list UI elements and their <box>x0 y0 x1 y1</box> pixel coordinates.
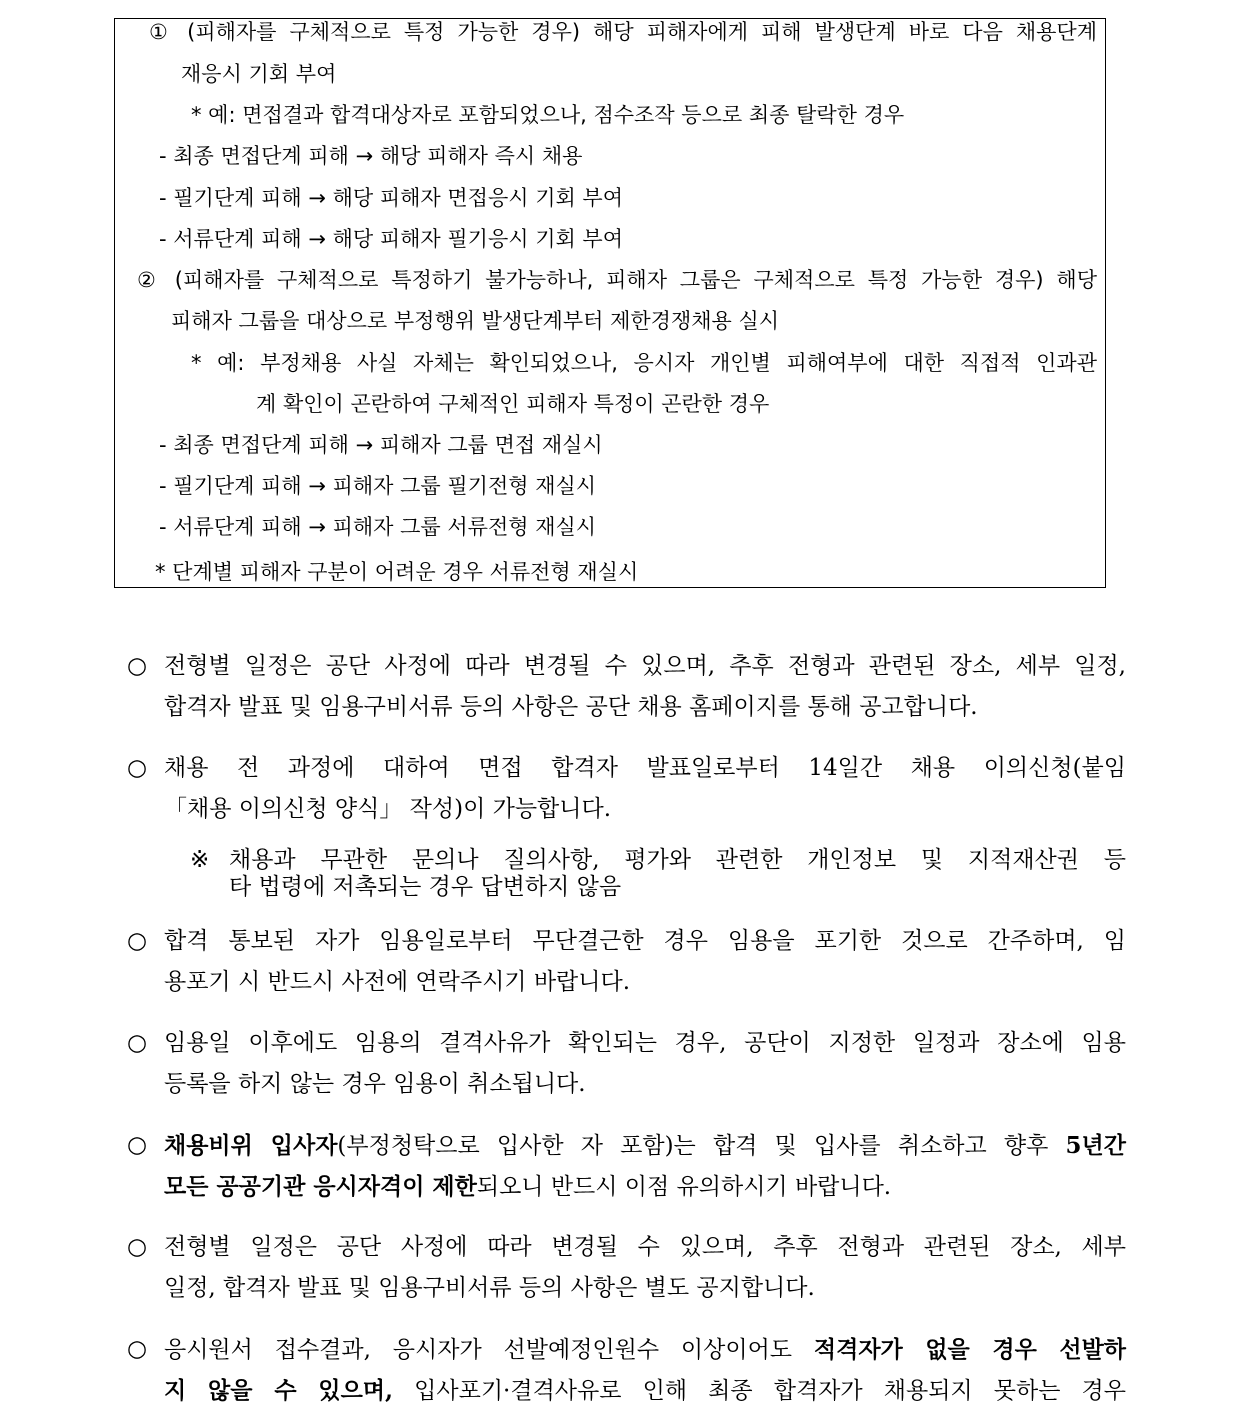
box-line-12: - 필기단계 피해 → 피해자 그룹 필기전형 재실시 <box>159 474 597 498</box>
bullet-circle-icon: ○ <box>127 653 148 679</box>
notice-1-line-1: 전형별 일정은 공단 사정에 따라 변경될 수 있으며, 추후 전형과 관련된 장소, 세부 일정, <box>164 653 1126 679</box>
notice-2-note-line-2: 타 법령에 저촉되는 경우 답변하지 않음 <box>229 874 622 900</box>
notice-1-line-2: 합격자 발표 및 임용구비서류 등의 사항은 공단 채용 홈페이지를 통해 공고합니다. <box>164 694 978 720</box>
notice-5-emphasis-3: 모든 공공기관 응시자격이 제한 <box>164 1173 477 1200</box>
notice-7-line-1 <box>164 1338 1126 1362</box>
notice-4-line-1: 임용일 이후에도 임용의 결격사유가 확인되는 경우, 공단이 지정한 일정과 장소에 임용 <box>164 1030 1126 1056</box>
box-line-11: - 최종 면접단계 피해 → 피해자 그룹 면접 재실시 <box>159 433 603 457</box>
notice-2-line-2: 「채용 이의신청 양식」 작성)이 가능합니다. <box>164 796 612 822</box>
box-line-2: 재응시 기회 부여 <box>181 62 337 86</box>
bullet-circle-icon: ○ <box>127 1132 148 1158</box>
box-line-5: - 필기단계 피해 → 해당 피해자 면접응시 기회 부여 <box>159 186 624 210</box>
box-line-9: * 예: 부정채용 사실 자체는 확인되었으나, 응시자 개인별 피해여부에 대한 직접적 인과관 <box>191 351 1097 375</box>
notice-5-emphasis-1: 채용비위 입사자 <box>164 1132 338 1159</box>
bullet-circle-icon: ○ <box>127 1336 148 1362</box>
box-line-14: * 단계별 피해자 구분이 어려운 경우 서류전형 재실시 <box>155 560 639 584</box>
reference-mark-icon: ※ <box>190 847 210 873</box>
notice-2-line-1: 채용 전 과정에 대하여 면접 합격자 발표일로부터 14일간 채용 이의신청(붙임 <box>164 755 1126 781</box>
notice-2-note-line-1: 채용과 무관한 문의나 질의사항, 평가와 관련한 개인정보 및 지적재산권 등 <box>229 847 1126 873</box>
box-line-1: ① (피해자를 구체적으로 특정 가능한 경우) 해당 피해자에게 피해 발생단계 바로 다음 채용단계 <box>149 20 1097 44</box>
notice-5-text-1: (부정청탁으로 입사한 자 포함)는 합격 및 입사를 취소하고 향후 <box>337 1133 1066 1159</box>
box-line-3: * 예: 면접결과 합격대상자로 포함되었으나, 점수조작 등으로 최종 탈락한 경우 <box>191 103 905 127</box>
notice-3-line-2: 용포기 시 반드시 사전에 연락주시기 바랍니다. <box>164 969 631 995</box>
notice-3-line-1: 합격 통보된 자가 임용일로부터 무단결근한 경우 임용을 포기한 것으로 간주하며, 임 <box>164 928 1126 954</box>
notice-5-line-2 <box>164 1175 891 1199</box>
notice-4-line-2: 등록을 하지 않는 경우 임용이 취소됩니다. <box>164 1071 586 1097</box>
notice-7-emphasis-1: 적격자가 없을 경우 선발하 <box>813 1336 1127 1363</box>
box-line-8: 피해자 그룹을 대상으로 부정행위 발생단계부터 제한경쟁채용 실시 <box>171 309 780 333</box>
box-line-4: - 최종 면접단계 피해 → 해당 피해자 즉시 채용 <box>159 144 583 168</box>
box-line-10: 계 확인이 곤란하여 구체적인 피해자 특정이 곤란한 경우 <box>256 392 770 416</box>
notice-6-line-1: 전형별 일정은 공단 사정에 따라 변경될 수 있으며, 추후 전형과 관련된 장소, 세부 <box>164 1234 1126 1260</box>
bullet-circle-icon: ○ <box>127 1234 148 1260</box>
notice-7-line-2 <box>164 1379 1126 1403</box>
box-line-6: - 서류단계 피해 → 해당 피해자 필기응시 기회 부여 <box>159 227 624 251</box>
notice-7-text-2: 입사포기·결격사유로 인해 최종 합격자가 채용되지 못하는 경우 <box>393 1378 1126 1404</box>
notice-6-line-2: 일정, 합격자 발표 및 임용구비서류 등의 사항은 별도 공지합니다. <box>164 1275 815 1301</box>
notice-7-emphasis-2: 지 않을 수 있으며, <box>164 1377 394 1404</box>
box-line-13: - 서류단계 피해 → 피해자 그룹 서류전형 재실시 <box>159 515 597 539</box>
bullet-circle-icon: ○ <box>127 928 148 954</box>
remedy-box <box>114 18 1106 588</box>
box-line-7: ② (피해자를 구체적으로 특정하기 불가능하나, 피해자 그룹은 구체적으로 특정 가능한 경우) 해당 <box>137 268 1097 292</box>
bullet-circle-icon: ○ <box>127 755 148 781</box>
notice-5-line-1 <box>164 1134 1126 1158</box>
notice-5-emphasis-2: 5년간 <box>1065 1132 1126 1159</box>
bullet-circle-icon: ○ <box>127 1030 148 1056</box>
notice-5-text-2: 되오니 반드시 이점 유의하시기 바랍니다. <box>476 1174 892 1200</box>
notice-7-text-1: 응시원서 접수결과, 응시자가 선발예정인원수 이상이어도 <box>164 1337 814 1363</box>
